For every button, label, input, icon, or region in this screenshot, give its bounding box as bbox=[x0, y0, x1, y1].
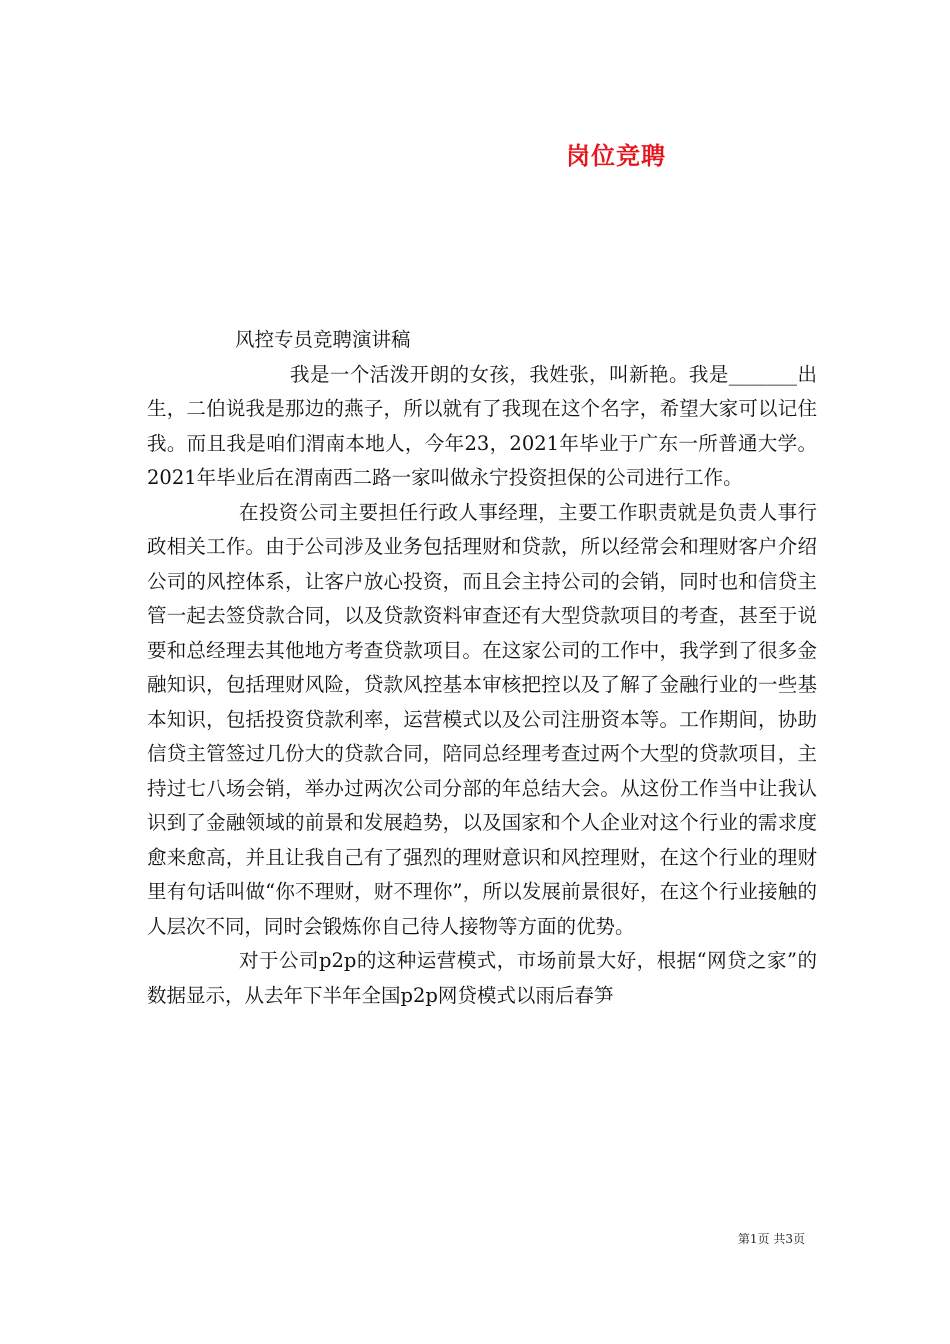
paragraph-intro: 我是一个活泼开朗的女孩，我姓张，叫新艳。我是_______出生，二伯说我是那边的燕子，所以就有了我现在这个名字，希望大家可以记住我。而且我是咱们渭南本地人，今年23，2021年毕业于广东一所普通大学。2021年毕业后在渭南西二路一家叫做永宁投资担保的公司进行工作。 bbox=[147, 362, 817, 489]
paragraph-p2p: 对于公司p2p的这种运营模式，市场前景大好，根据“网贷之家”的数据显示，从去年下半年全国p2p网贷模式以雨后春笋 bbox=[147, 949, 817, 1007]
page-number-footer: 第1页 共3页 bbox=[737, 1232, 805, 1246]
paragraph-work-experience: 在投资公司主要担任行政人事经理，主要工作职责就是负责人事行政相关工作。由于公司涉及业务包括理财和贷款，所以经常会和理财客户介绍公司的风控体系，让客户放心投资，而且会主持公司的会销，同时也和信贷主管一起去签贷款合同，以及贷款资料审查还有大型贷款项目的考查，甚至于说要和总经理去其他地方考查贷款项目。在这家公司的工作中，我学到了很多金融知识，包括理财风险，贷款风控基本审核把控以及了解了金融行业的一些基本知识，包括投资贷款利率，运营模式以及公司注册资本等。工作期间，协助信贷主管签过几份大的贷款合同，陪同总经理考查过两个大型的贷款项目，主持过七八场会销，举办过两次公司分部的年总结大会。从这份工作当中让我认识到了金融领域的前景和发展趋势，以及国家和个人企业对这个行业的需求度愈来愈高，并且让我自己有了强烈的理财意识和风控理财，在这个行业的理财里有句话叫做“你不理财，财不理你”，所以发展前景很好，在这个行业接触的人层次不同，同时会锻炼你自己待人接物等方面的优势。 bbox=[147, 500, 817, 938]
document-subtitle: 风控专员竞聘演讲稿 bbox=[235, 328, 411, 351]
page-title: 岗位竞聘 bbox=[566, 141, 666, 170]
document-body bbox=[147, 323, 817, 1013]
